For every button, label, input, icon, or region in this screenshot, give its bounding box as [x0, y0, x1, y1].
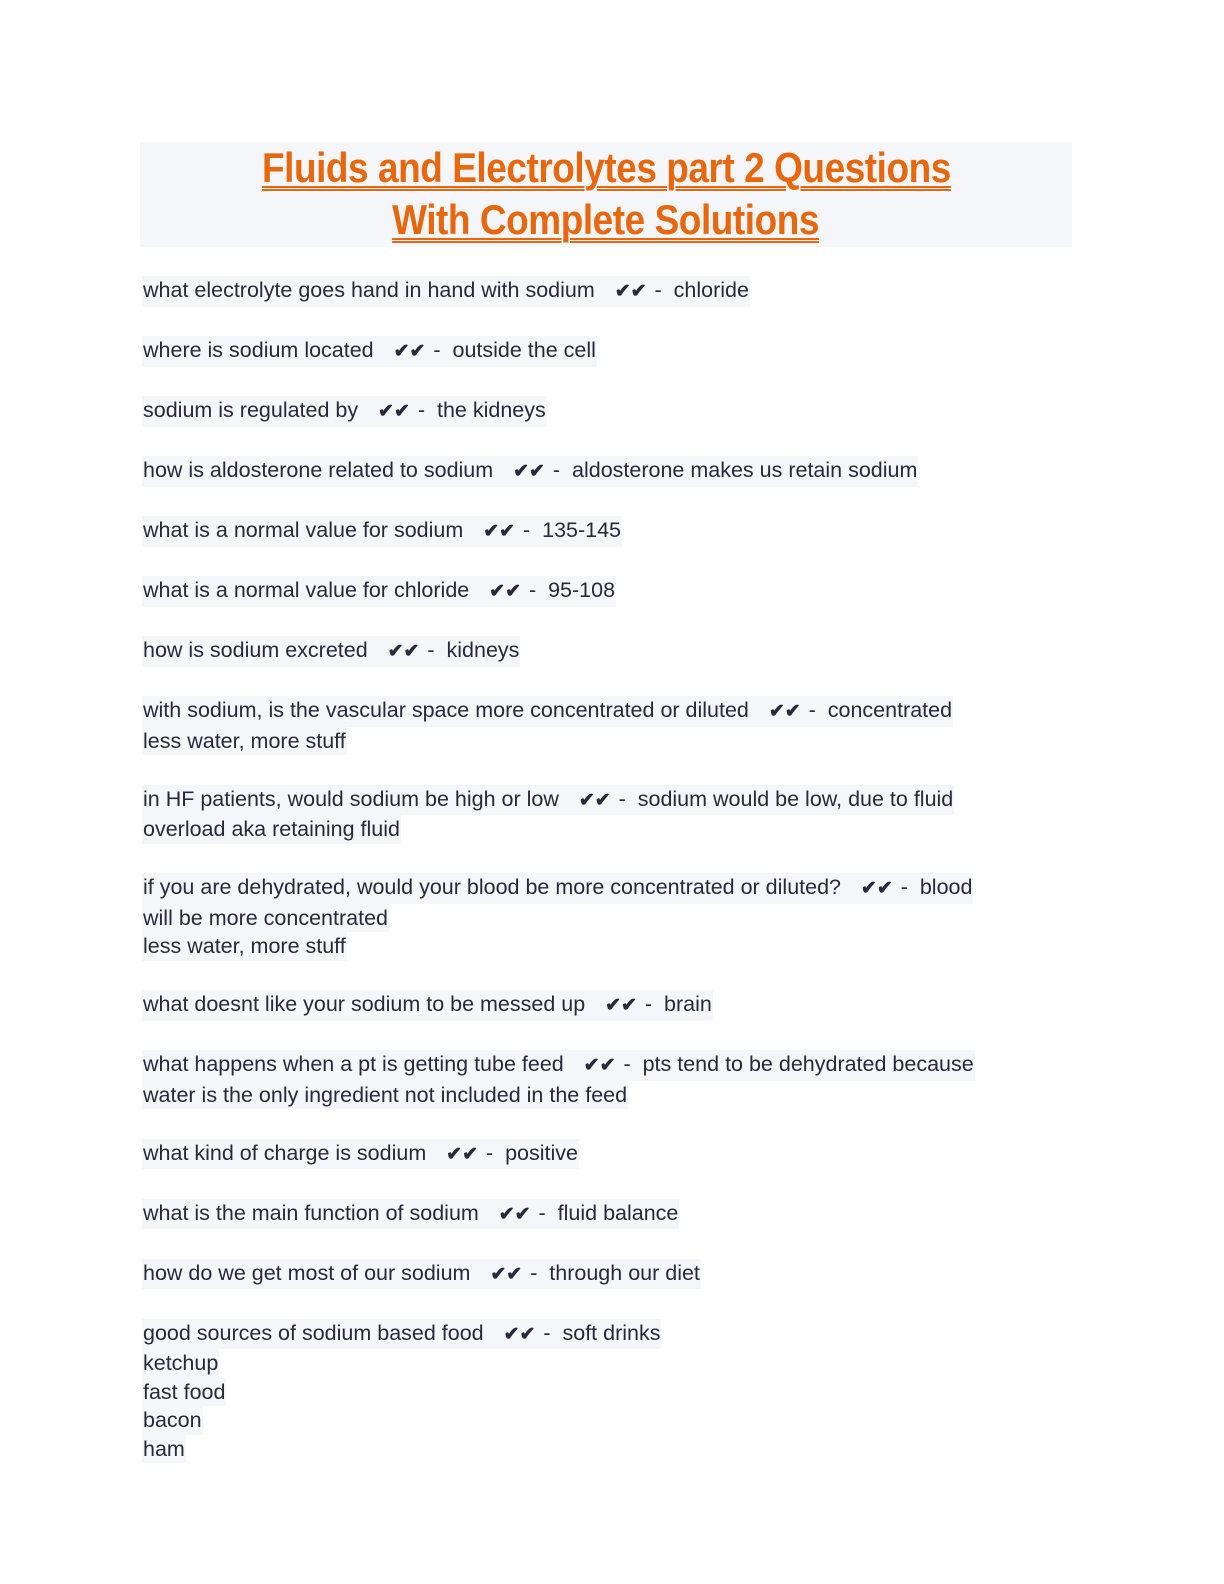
question-text: what doesnt like your sodium to be messed up	[143, 992, 604, 1016]
double-check-icon: ✔✔	[378, 401, 410, 422]
qa-item	[142, 576, 1077, 607]
question-text: what electrolyte goes hand in hand with sodium	[143, 278, 613, 302]
double-check-icon: ✔✔	[393, 341, 426, 362]
qa-item	[142, 396, 1077, 427]
double-check-icon: ✔✔	[860, 878, 893, 899]
question-line	[142, 1319, 661, 1350]
answer-text: - 95-108	[523, 578, 616, 602]
question-text: what is a normal value for chloride	[143, 578, 488, 602]
question-text: how is sodium excreted	[143, 638, 386, 662]
title-line-2: With Complete Solutions	[392, 196, 820, 243]
answer-text: - soft drinks	[537, 1320, 661, 1345]
question-text: what is the main function of sodium	[143, 1200, 497, 1225]
answer-continuation: ham	[142, 1435, 186, 1464]
answer-continuation: water is the only ingredient not included in the feed	[142, 1081, 628, 1110]
answer-continuation: bacon	[142, 1406, 203, 1435]
answer-text: - aldosterone makes us retain sodium	[546, 458, 918, 482]
answer-continuation: overload aka retaining fluid	[142, 815, 401, 844]
answer-continuation: fast food	[142, 1378, 226, 1407]
qa-item	[142, 873, 1077, 961]
qa-item	[142, 1199, 1077, 1230]
question-line	[142, 1199, 679, 1230]
qa-item	[142, 990, 1077, 1021]
answer-text: - pts tend to be dehydrated because	[617, 1052, 974, 1076]
question-text: how do we get most of our sodium	[143, 1260, 489, 1285]
qa-item	[142, 636, 1077, 667]
double-check-icon: ✔✔	[513, 461, 545, 482]
question-line	[142, 396, 547, 427]
question-line	[142, 696, 953, 727]
question-text: what kind of charge is sodium	[143, 1140, 445, 1165]
double-check-icon: ✔✔	[483, 521, 516, 542]
double-check-icon: ✔✔	[578, 789, 611, 811]
question-line	[142, 516, 622, 547]
answer-text: - brain	[638, 992, 712, 1016]
question-line	[142, 456, 918, 487]
answer-text: - through our diet	[524, 1260, 700, 1285]
qa-item	[142, 696, 1077, 755]
qa-item	[142, 516, 1077, 547]
question-line	[142, 873, 973, 904]
question-line	[142, 636, 520, 667]
double-check-icon: ✔✔	[605, 995, 637, 1016]
question-line	[142, 1050, 975, 1081]
double-check-icon: ✔✔	[503, 1323, 536, 1345]
qa-item	[142, 1319, 1077, 1464]
double-check-icon: ✔✔	[446, 1143, 478, 1165]
question-text: how is aldosterone related to sodium	[143, 458, 512, 482]
document-title	[140, 142, 1072, 247]
answer-continuation: ketchup	[142, 1349, 219, 1378]
double-check-icon: ✔✔	[614, 281, 647, 302]
double-check-icon: ✔✔	[768, 701, 801, 722]
double-check-icon: ✔✔	[490, 1263, 523, 1285]
qa-item	[142, 456, 1077, 487]
question-line	[142, 990, 713, 1021]
answer-continuation: less water, more stuff	[142, 727, 347, 756]
answer-text: - kidneys	[421, 638, 520, 662]
qa-item	[142, 1259, 1077, 1290]
question-text: what happens when a pt is getting tube feed	[143, 1052, 582, 1076]
double-check-icon: ✔✔	[498, 1203, 531, 1225]
qa-item	[142, 336, 1077, 367]
answer-text: - fluid balance	[532, 1200, 679, 1225]
question-text: sodium is regulated by	[143, 398, 377, 422]
question-line	[142, 576, 616, 607]
question-line	[142, 1259, 701, 1290]
double-check-icon: ✔✔	[583, 1055, 616, 1076]
question-line	[142, 276, 750, 307]
qa-item	[142, 785, 1077, 844]
question-text: what is a normal value for sodium	[143, 518, 482, 542]
answer-text: - the kidneys	[411, 398, 546, 422]
double-check-icon: ✔✔	[489, 581, 522, 602]
answer-continuation: will be more concentrated	[142, 904, 389, 933]
answer-text: - chloride	[648, 278, 749, 302]
answer-text: - positive	[480, 1140, 578, 1165]
title-line-1: Fluids and Electrolytes part 2 Questions	[261, 144, 951, 191]
answer-continuation: less water, more stuff	[142, 932, 347, 961]
answer-text: - 135-145	[517, 518, 622, 542]
answer-text: - concentrated	[802, 698, 953, 722]
question-text: good sources of sodium based food	[143, 1320, 502, 1345]
qa-list	[142, 276, 1077, 1493]
answer-text: - outside the cell	[427, 338, 596, 362]
question-text: with sodium, is the vascular space more concentrated or diluted	[143, 698, 767, 722]
qa-item	[142, 276, 1077, 307]
question-text: in HF patients, would sodium be high or low	[143, 786, 577, 811]
qa-item	[142, 1139, 1077, 1170]
double-check-icon: ✔✔	[387, 641, 420, 662]
question-text: if you are dehydrated, would your blood be more concentrated or diluted?	[143, 875, 859, 899]
answer-text: - blood	[894, 875, 973, 899]
question-text: where is sodium located	[143, 338, 392, 362]
answer-text: - sodium would be low, due to fluid	[612, 786, 954, 811]
question-line	[142, 785, 954, 816]
qa-item	[142, 1050, 1077, 1109]
question-line	[142, 336, 597, 367]
question-line	[142, 1139, 579, 1170]
